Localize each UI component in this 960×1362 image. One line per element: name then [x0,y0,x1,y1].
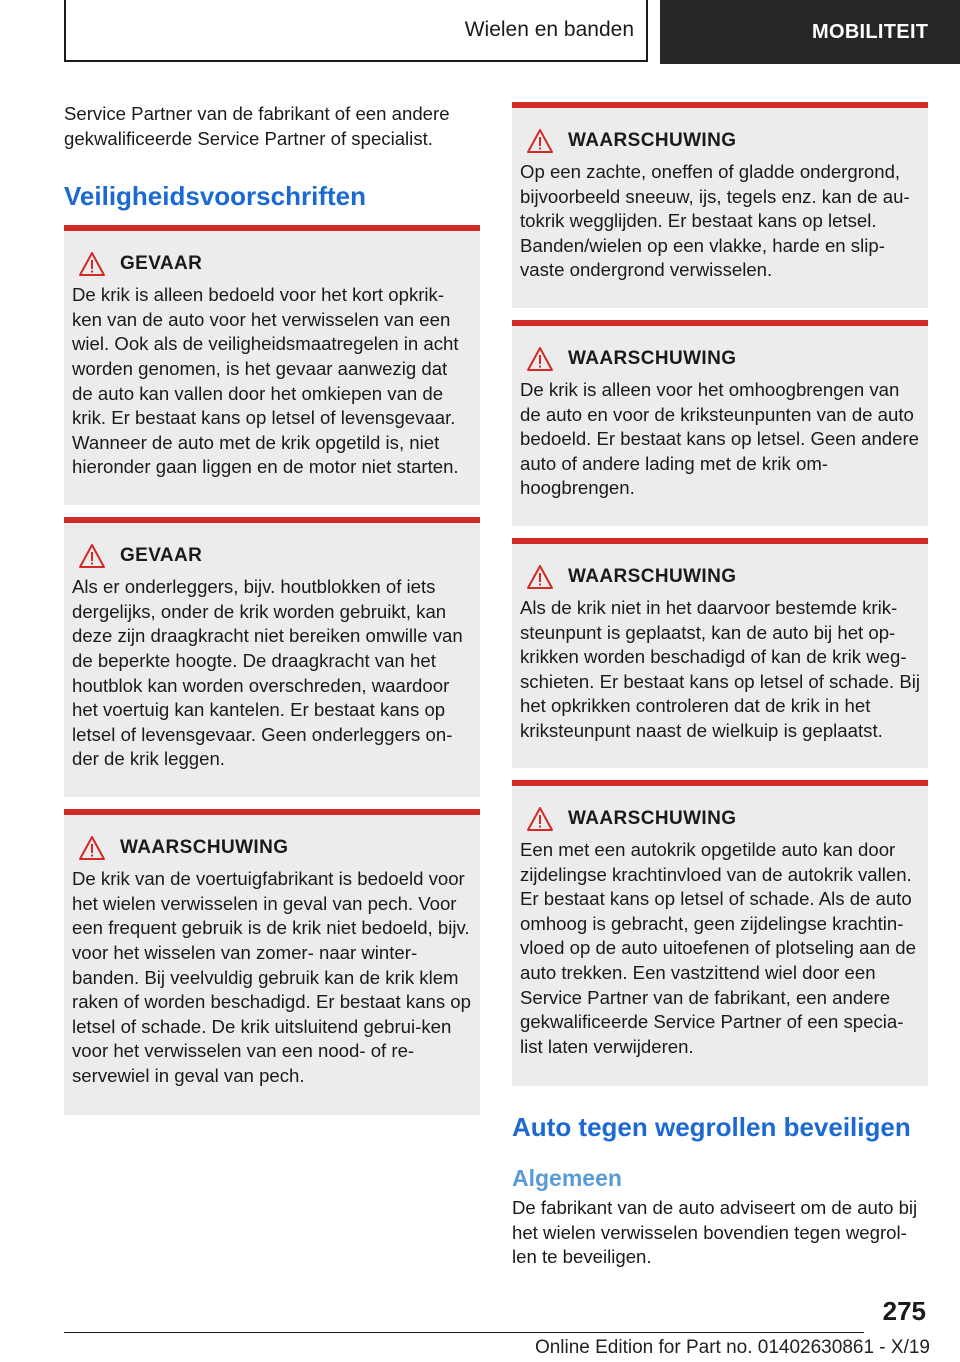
warning-triangle-icon [526,346,554,372]
box-title-row [72,833,472,863]
danger-box [64,517,480,797]
box-title: WAARSCHUWING [568,348,737,369]
subsection-heading: Algemeen [512,1165,622,1191]
box-body: Een met een autokrik opgetilde auto kan door zijdelingse krachtinvloed van de autokrik vallen. Er bestaat kans op letsel of schade. Als de auto omhoog is gebracht, geen zijdelingse krachtin-vloed op de auto uitoefenen of plotseling aan de auto trekken. Een vastzittend wiel door een Service Partner van de fabrikant, een andere gekwalificeerde Service Partner of een specia-list laten verwijderen. [520,839,916,1057]
box-body: Als er onderleggers, bijv. houtblokken of iets dergelijks, onder de krik worden gebruikt, kan deze zijn draagkracht niet bereiken omwille van de beperkte hoogte. De draagkracht van het houtblok kan worden overschreden, waardoor het voertuig kan kantelen. Er bestaat kans op letsel of levensgevaar. Geen onderleggers on-der de krik leggen. [72,576,463,770]
danger-box [64,225,480,505]
box-title-row [520,804,920,834]
box-title: GEVAAR [120,545,203,567]
warning-box [512,780,928,1086]
header-section-tab [64,0,648,62]
warning-triangle-icon [78,251,106,277]
box-title: WAARSCHUWING [568,130,737,151]
warning-box [512,320,928,526]
warning-triangle-icon [526,564,554,590]
section-heading: Veiligheidsvoorschriften [64,181,366,212]
box-body: De krik is alleen voor het omhoogbrengen van de auto en voor de kriksteunpunten van de auto bedoeld. Er bestaat kans op letsel. Geen andere auto of andere lading met de krik om-hoogbrengen. [520,379,920,499]
box-body: Als de krik niet in het daarvoor bestemde krik-steunpunt is geplaatst, kan de auto bij het op-krikken worden beschadigd of kan de krik weg-schieten. Er bestaat kans op letsel of schade. Bij het opkrikken controleren dat de krik in het kriksteunpunt naast de wielkuip is geplaatst. [520,597,920,741]
box-title-row [520,344,920,374]
warning-triangle-icon [526,128,554,154]
intro-paragraph: Service Partner van de fabrikant of een andere gekwalificeerde Service Partner of specialist. [64,103,450,149]
box-title-row [72,541,472,571]
warning-box [512,538,928,768]
footer-divider [64,1332,864,1333]
box-title-row [72,249,472,279]
edition-footer: Online Edition for Part no. 01402630861 - X/19 [534,1337,930,1358]
box-title: WAARSCHUWING [568,566,737,587]
box-title-row [520,562,920,592]
right-column [512,102,928,1270]
warning-box [512,102,928,308]
left-column [64,100,480,1115]
box-title: GEVAAR [120,253,203,275]
box-title: WAARSCHUWING [120,837,289,859]
warning-triangle-icon [78,835,106,861]
section-title: Wielen en banden [464,18,634,41]
warning-triangle-icon [526,806,554,832]
box-title: WAARSCHUWING [568,808,737,829]
box-body: De krik is alleen bedoeld voor het kort opkrik-ken van de auto voor het verwisselen van een wiel. Ook als de veiligheidsmaatregelen in acht worden genomen, is het gevaar aanwezig dat de auto kan vallen door het omkiepen van de krik. Er bestaat kans op letsel of levensgevaar. Wanneer de auto met de krik opgetild is, niet hieronder gaan liggen en de motor niet starten. [72,284,459,478]
warning-box [64,809,480,1115]
body-paragraph: De fabrikant van de auto adviseert om de auto bij het wielen verwisselen bovendien tegen wegrol-len te beveiligen. [512,1197,918,1268]
box-body: De krik van de voertuigfabrikant is bedoeld voor het wielen verwisselen in geval van pech. Voor een frequent gebruik is de krik niet bedoeld, bijv. voor het wisselen van zomer- naar winter-banden. Bij veelvuldig gebruik kan de krik klem raken of worden beschadigd. Er bestaat kans op letsel of schade. De krik uitsluitend gebrui-ken voor het verwisselen van een nood- of re-servewiel in geval van pech. [72,868,471,1086]
warning-triangle-icon [78,543,106,569]
page-number: 275 [882,1296,926,1326]
header-chapter-tab [660,0,960,64]
box-body: Op een zachte, oneffen of gladde ondergrond, bijvoorbeeld sneeuw, ijs, tegels enz. kan de au-tokrik wegglijden. Er bestaat kans op letsel. Banden/wielen op een vlakke, harde en slip-vaste ondergrond verwisselen. [520,161,910,281]
section-heading: Auto tegen wegrollen beveiligen [512,1112,911,1142]
chapter-title: MOBILITEIT [812,20,929,43]
box-title-row [520,126,920,156]
